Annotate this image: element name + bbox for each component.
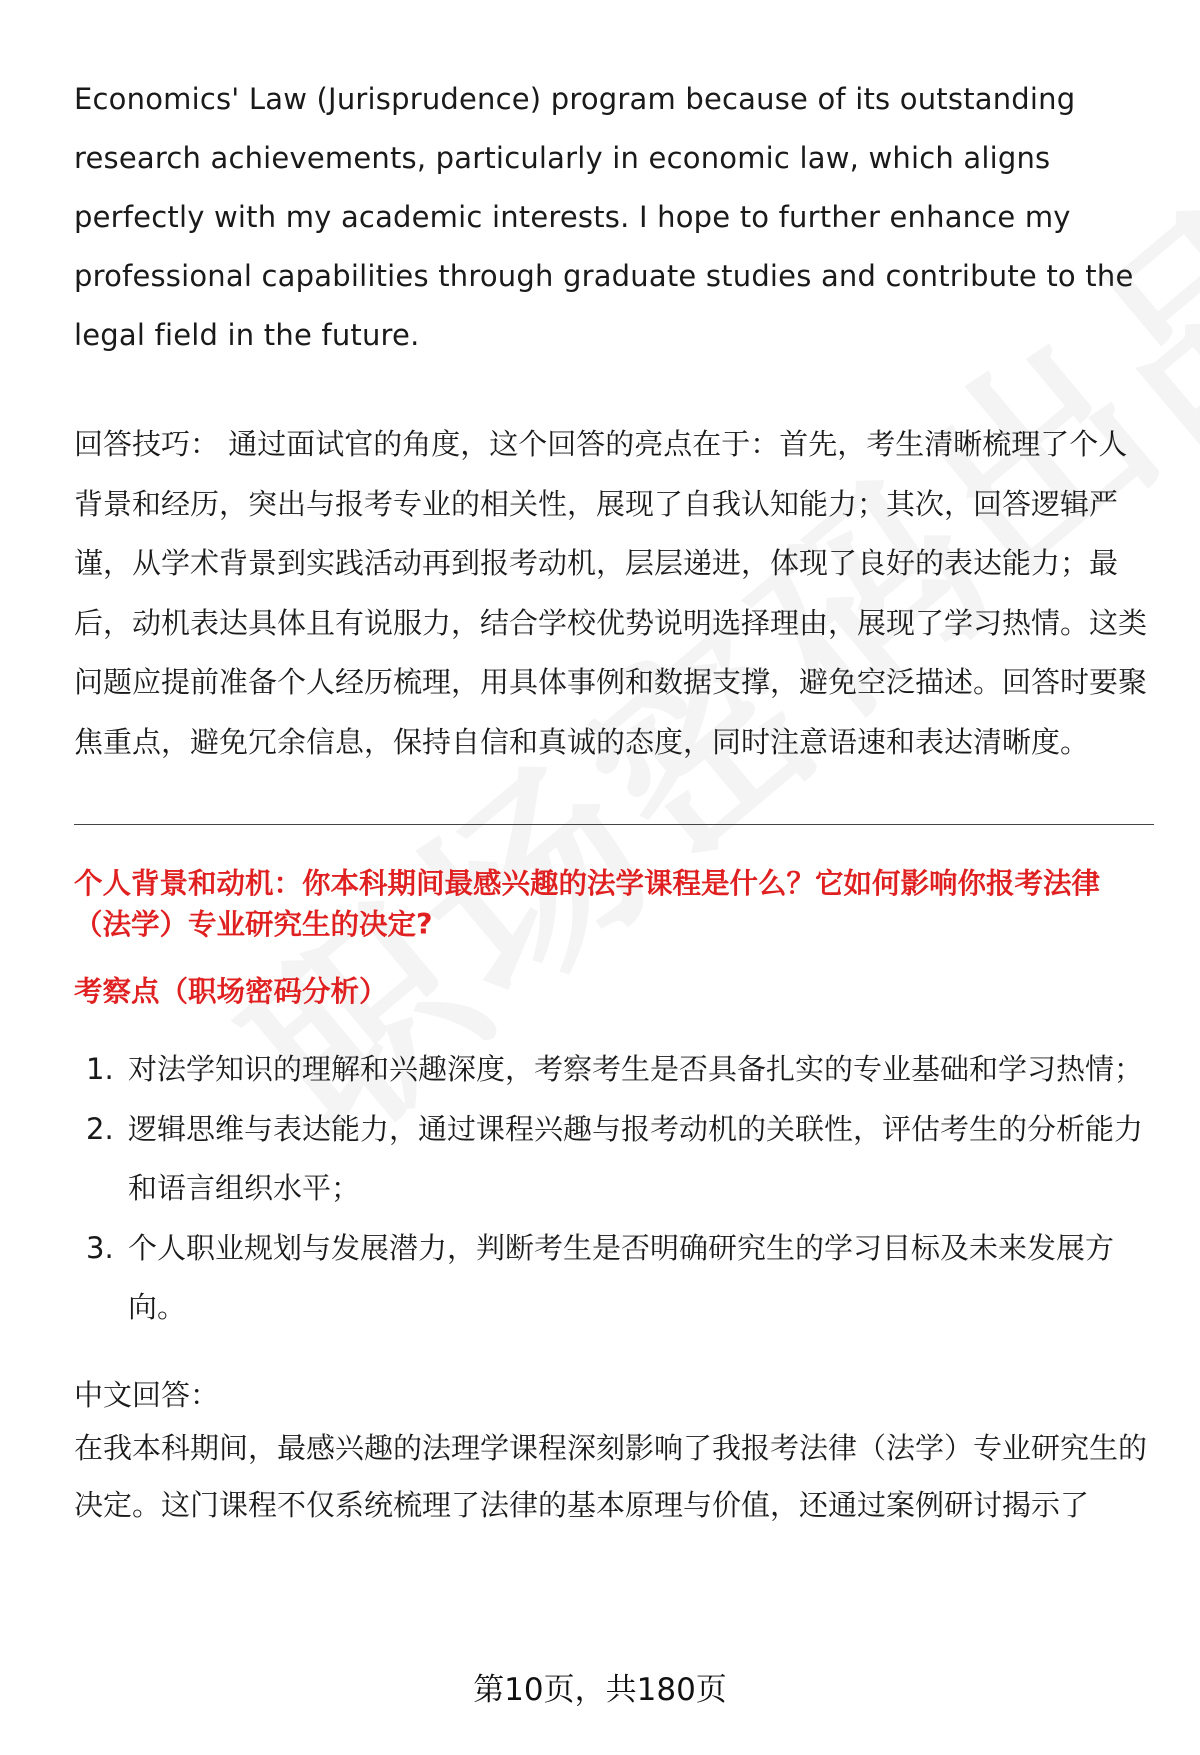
exam-point-heading: 考察点（职场密码分析） — [74, 975, 388, 1008]
list-item — [74, 1100, 1154, 1219]
list-item-number: 2. — [86, 1111, 114, 1146]
answer-tips-text: 通过面试官的角度，这个回答的亮点在于：首先，考生清晰梳理了个人背景和经历，突出与报考专业的相关性，展现了自我认知能力；其次，回答逻辑严谨，从学术背景到实践活动再到报考动机，层层递进，体现了良好的表达能力；最后，动机表达具体且有说服力，结合学校优势说明选择理由，展现了学习热情。这类问题应提前准备个人经历梳理，用具体事例和数据支撑，避免空泛描述。回答时要聚焦重点，避免冗余信息，保持自信和真诚的态度，同时注意语速和表达清晰度。 — [74, 427, 1148, 759]
list-item-text: 逻辑思维与表达能力，通过课程兴趣与报考动机的关联性，评估考生的分析能力和语言组织水平； — [128, 1111, 1144, 1205]
exam-points-list — [74, 1040, 1154, 1338]
answer-tips-label: 回答技巧： — [74, 427, 220, 461]
list-item — [74, 1040, 1154, 1100]
chinese-answer-label: 中文回答： — [74, 1377, 220, 1412]
question-heading: 个人背景和动机：你本科期间最感兴趣的法学课程是什么？它如何影响你报考法律（法学）专业研究生的决定? — [74, 867, 1101, 941]
chinese-answer-text: 在我本科期间，最感兴趣的法理学课程深刻影响了我报考法律（法学）专业研究生的决定。这门课程不仅系统梳理了法律的基本原理与价值，还通过案例研讨揭示了 — [74, 1430, 1148, 1522]
list-item-text: 个人职业规划与发展潜力，判断考生是否明确研究生的学习目标及未来发展方向。 — [128, 1230, 1115, 1324]
page-footer: 第10页，共180页 — [473, 1672, 727, 1708]
intro-paragraph-english: Economics' Law (Jurisprudence) program because of its outstanding research achievements, particularly in economic law, which aligns perfectly with my academic interests. I hope to further enhance my professional capabilities through graduate studies and contribute to the legal field in the future. — [74, 82, 1134, 352]
list-item — [74, 1219, 1154, 1338]
list-item-number: 3. — [86, 1230, 114, 1265]
answer-tips-paragraph — [74, 415, 1154, 772]
list-item-text: 对法学知识的理解和兴趣深度，考察考生是否具备扎实的专业基础和学习热情； — [128, 1052, 1144, 1086]
section-divider — [74, 824, 1154, 825]
list-item-number: 1. — [86, 1052, 114, 1086]
document-page — [74, 70, 1154, 1534]
